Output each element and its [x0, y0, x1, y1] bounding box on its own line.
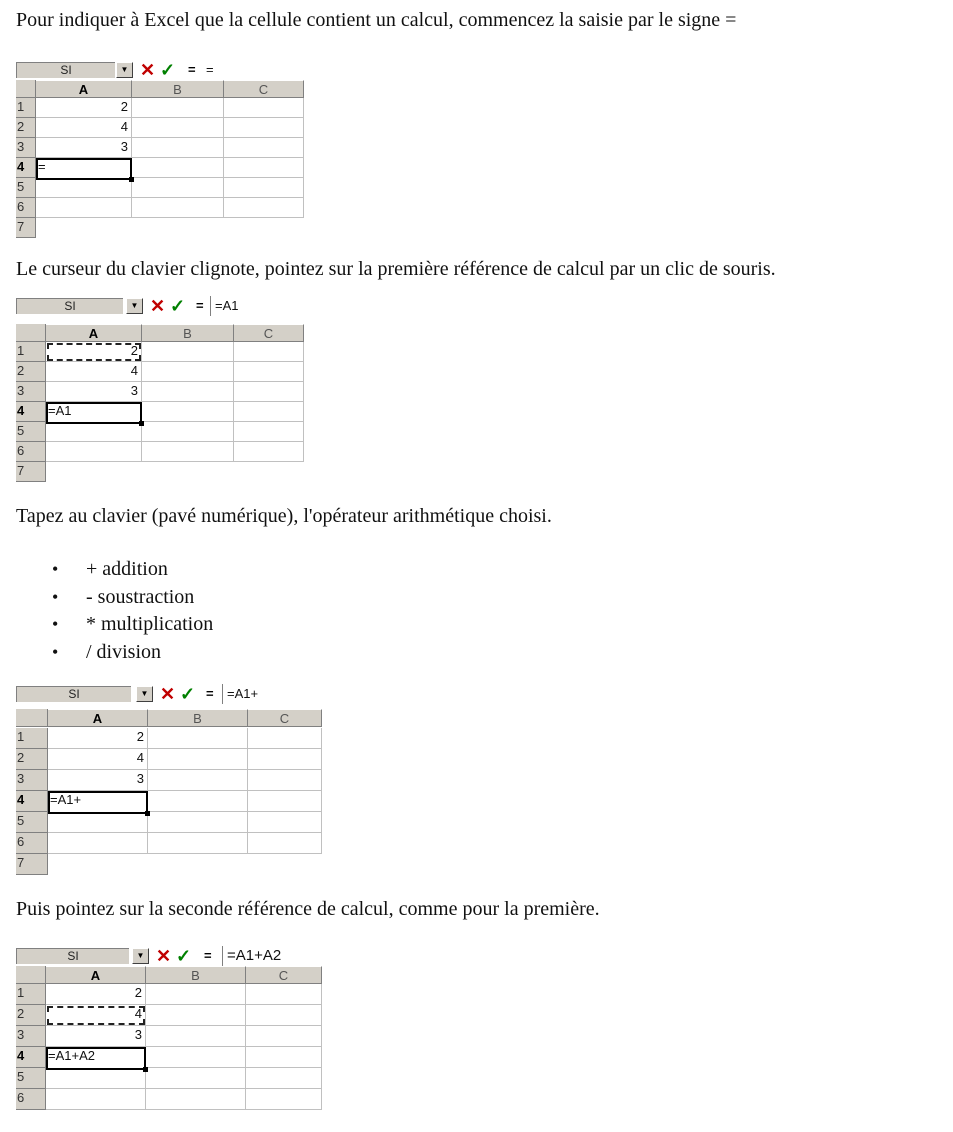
cell-a4-editing[interactable]: =A1 — [46, 402, 142, 424]
cell-c4[interactable] — [246, 1047, 322, 1068]
row-header-5[interactable]: 5 — [16, 178, 36, 198]
cell-a2-selected-reference[interactable]: 4 — [46, 1005, 146, 1026]
cell-b5[interactable] — [146, 1068, 246, 1089]
cell-b5[interactable] — [148, 812, 248, 833]
cell-a1[interactable]: 2 — [48, 728, 148, 749]
name-box[interactable]: SI — [16, 298, 123, 314]
cell-a5[interactable] — [46, 1068, 146, 1089]
cell-c6[interactable] — [246, 1089, 322, 1110]
cell-b2[interactable] — [148, 749, 248, 770]
cell-c4[interactable] — [234, 402, 304, 422]
row-header-4[interactable]: 4 — [16, 1047, 46, 1068]
formula-bar — [16, 946, 320, 966]
cell-a3[interactable]: 3 — [46, 1026, 146, 1047]
row-header-7[interactable]: 7 — [16, 218, 36, 238]
formula-content[interactable]: =A1 — [210, 296, 239, 316]
chevron-down-icon[interactable]: ▼ — [132, 948, 149, 964]
cell-b3[interactable] — [132, 138, 224, 158]
cell-a3[interactable]: 3 — [36, 138, 132, 158]
select-all-corner[interactable] — [16, 966, 46, 984]
cell-c3[interactable] — [234, 382, 304, 402]
excel-screenshot-1 — [16, 60, 302, 234]
cell-c3[interactable] — [246, 1026, 322, 1047]
excel-screenshot-3 — [16, 684, 320, 870]
row-header-2[interactable]: 2 — [16, 118, 36, 138]
row-header-1[interactable]: 1 — [16, 342, 46, 362]
cell-b4[interactable] — [146, 1047, 246, 1068]
cell-b1[interactable] — [132, 98, 224, 118]
cell-c4[interactable] — [224, 158, 304, 178]
formula-content[interactable]: =A1+A2 — [222, 946, 281, 966]
cell-a6[interactable] — [36, 198, 132, 218]
list-item: • / division — [52, 639, 213, 667]
operator-list — [52, 556, 213, 666]
equals-icon[interactable]: = — [196, 298, 204, 313]
row-header-2[interactable]: 2 — [16, 362, 46, 382]
chevron-down-icon[interactable]: ▼ — [116, 62, 133, 78]
cell-b4[interactable] — [142, 402, 234, 422]
row-header-3[interactable]: 3 — [16, 770, 48, 791]
cell-c1[interactable] — [224, 98, 304, 118]
chevron-down-icon[interactable]: ▼ — [126, 298, 143, 314]
cell-a4-editing[interactable]: =A1+ — [48, 791, 148, 814]
cell-c5[interactable] — [234, 422, 304, 442]
select-all-corner[interactable] — [16, 709, 48, 727]
cell-b1[interactable] — [146, 984, 246, 1005]
cell-a6[interactable] — [46, 442, 142, 462]
row-header-7[interactable]: 7 — [16, 854, 48, 875]
x-icon[interactable]: ✕ — [140, 60, 156, 80]
list-item: • * multiplication — [52, 611, 213, 639]
row-header-1[interactable]: 1 — [16, 98, 36, 118]
equals-icon[interactable]: = — [188, 62, 196, 77]
bullet-icon: • — [52, 614, 59, 634]
cell-a6[interactable] — [46, 1089, 146, 1110]
row-header-2[interactable]: 2 — [16, 749, 48, 770]
equals-icon[interactable]: = — [206, 686, 214, 701]
row-header-4[interactable]: 4 — [16, 402, 46, 422]
list-item: • - soustraction — [52, 584, 213, 612]
row-header-4[interactable]: 4 — [16, 791, 48, 812]
check-icon[interactable]: ✓ — [160, 60, 176, 80]
column-header-a[interactable]: A — [48, 709, 148, 727]
bullet-icon: • — [52, 641, 59, 662]
row-header-1[interactable]: 1 — [16, 984, 46, 1005]
cell-b3[interactable] — [148, 770, 248, 791]
row-header-3[interactable]: 3 — [16, 1026, 46, 1047]
select-all-corner[interactable] — [16, 80, 36, 98]
cell-a3[interactable]: 3 — [46, 382, 142, 402]
paragraph-cursor: Le curseur du clavier clignote, pointez sur la première référence de calcul par un clic de souris. — [16, 258, 776, 280]
row-header-1[interactable]: 1 — [16, 728, 48, 749]
cell-b3[interactable] — [142, 382, 234, 402]
check-icon[interactable]: ✓ — [180, 684, 196, 704]
row-header-4[interactable]: 4 — [16, 158, 36, 178]
cell-a2[interactable]: 4 — [46, 362, 142, 382]
chevron-down-icon[interactable]: ▼ — [136, 686, 153, 702]
cell-b4[interactable] — [132, 158, 224, 178]
x-icon[interactable]: ✕ — [156, 946, 172, 966]
paragraph-second-reference: Puis pointez sur la seconde référence de calcul, comme pour la première. — [16, 898, 600, 920]
cell-b5[interactable] — [132, 178, 224, 198]
cell-c1[interactable] — [246, 984, 322, 1005]
column-header-b[interactable]: B — [146, 966, 246, 984]
bullet-icon: • — [52, 586, 59, 607]
column-header-a[interactable]: A — [46, 966, 146, 984]
row-header-2[interactable]: 2 — [16, 1005, 46, 1026]
column-header-c[interactable]: C — [246, 966, 322, 984]
cell-a1[interactable]: 2 — [46, 984, 146, 1005]
cell-b5[interactable] — [142, 422, 234, 442]
paragraph-operator: Tapez au clavier (pavé numérique), l'opérateur arithmétique choisi. — [16, 505, 552, 527]
column-header-b[interactable]: B — [132, 80, 224, 98]
cell-c1[interactable] — [248, 728, 322, 749]
cell-b2[interactable] — [146, 1005, 246, 1026]
row-header-6[interactable]: 6 — [16, 198, 36, 218]
cell-c2[interactable] — [234, 362, 304, 382]
row-header-6[interactable]: 6 — [16, 1089, 46, 1110]
row-header-5[interactable]: 5 — [16, 422, 46, 442]
formula-bar — [16, 684, 320, 704]
name-box[interactable]: SI — [16, 62, 115, 78]
select-all-corner[interactable] — [16, 324, 46, 342]
row-header-6[interactable]: 6 — [16, 833, 48, 854]
cell-a4-editing[interactable]: =A1+A2 — [46, 1047, 146, 1070]
cell-a2[interactable]: 4 — [48, 749, 148, 770]
cell-b6[interactable] — [132, 198, 224, 218]
formula-bar — [16, 60, 302, 80]
excel-screenshot-2 — [16, 296, 302, 478]
cell-c6[interactable] — [248, 833, 322, 854]
cell-a6[interactable] — [48, 833, 148, 854]
cell-b6[interactable] — [142, 442, 234, 462]
cell-c2[interactable] — [224, 118, 304, 138]
cell-c3[interactable] — [248, 770, 322, 791]
cell-b4[interactable] — [148, 791, 248, 812]
row-header-5[interactable]: 5 — [16, 1068, 46, 1089]
cell-a5[interactable] — [46, 422, 142, 442]
cell-a2[interactable]: 4 — [36, 118, 132, 138]
list-item: • + addition — [52, 556, 213, 584]
column-header-a[interactable]: A — [46, 324, 142, 342]
row-header-3[interactable]: 3 — [16, 382, 46, 402]
column-header-b[interactable]: B — [148, 709, 248, 727]
formula-content[interactable]: = — [206, 62, 214, 77]
column-header-c[interactable]: C — [234, 324, 304, 342]
cell-c4[interactable] — [248, 791, 322, 812]
cell-b2[interactable] — [142, 362, 234, 382]
name-box[interactable]: SI — [16, 948, 129, 964]
formula-content[interactable]: =A1+ — [222, 684, 258, 704]
check-icon[interactable]: ✓ — [170, 296, 186, 316]
cell-a1[interactable]: 2 — [36, 98, 132, 118]
cell-b3[interactable] — [146, 1026, 246, 1047]
row-header-7[interactable]: 7 — [16, 462, 46, 482]
cell-b2[interactable] — [132, 118, 224, 138]
cell-c5[interactable] — [224, 178, 304, 198]
cell-c6[interactable] — [234, 442, 304, 462]
cell-c1[interactable] — [234, 342, 304, 362]
column-header-c[interactable]: C — [224, 80, 304, 98]
row-header-5[interactable]: 5 — [16, 812, 48, 833]
cell-c5[interactable] — [248, 812, 322, 833]
cell-a1-selected-reference[interactable]: 2 — [46, 342, 142, 362]
cell-a3[interactable]: 3 — [48, 770, 148, 791]
name-box[interactable]: SI — [16, 686, 131, 702]
row-header-3[interactable]: 3 — [16, 138, 36, 158]
cell-b1[interactable] — [142, 342, 234, 362]
cell-a5[interactable] — [48, 812, 148, 833]
cell-b6[interactable] — [146, 1089, 246, 1110]
bullet-icon: • — [52, 559, 59, 579]
column-header-a[interactable]: A — [36, 80, 132, 98]
cell-c2[interactable] — [248, 749, 322, 770]
x-icon[interactable]: ✕ — [150, 296, 166, 316]
cell-a4-editing[interactable]: = — [36, 158, 132, 180]
cell-b6[interactable] — [148, 833, 248, 854]
excel-screenshot-4 — [16, 946, 320, 1118]
row-header-6[interactable]: 6 — [16, 442, 46, 462]
column-header-c[interactable]: C — [248, 709, 322, 727]
cell-a5[interactable] — [36, 178, 132, 198]
check-icon[interactable]: ✓ — [176, 946, 192, 966]
formula-bar — [16, 296, 302, 316]
cell-c2[interactable] — [246, 1005, 322, 1026]
column-header-b[interactable]: B — [142, 324, 234, 342]
cell-c5[interactable] — [246, 1068, 322, 1089]
cell-c6[interactable] — [224, 198, 304, 218]
x-icon[interactable]: ✕ — [160, 684, 176, 704]
cell-c3[interactable] — [224, 138, 304, 158]
cell-b1[interactable] — [148, 728, 248, 749]
paragraph-intro: Pour indiquer à Excel que la cellule contient un calcul, commencez la saisie par le signe = — [16, 9, 737, 31]
equals-icon[interactable]: = — [204, 948, 212, 963]
